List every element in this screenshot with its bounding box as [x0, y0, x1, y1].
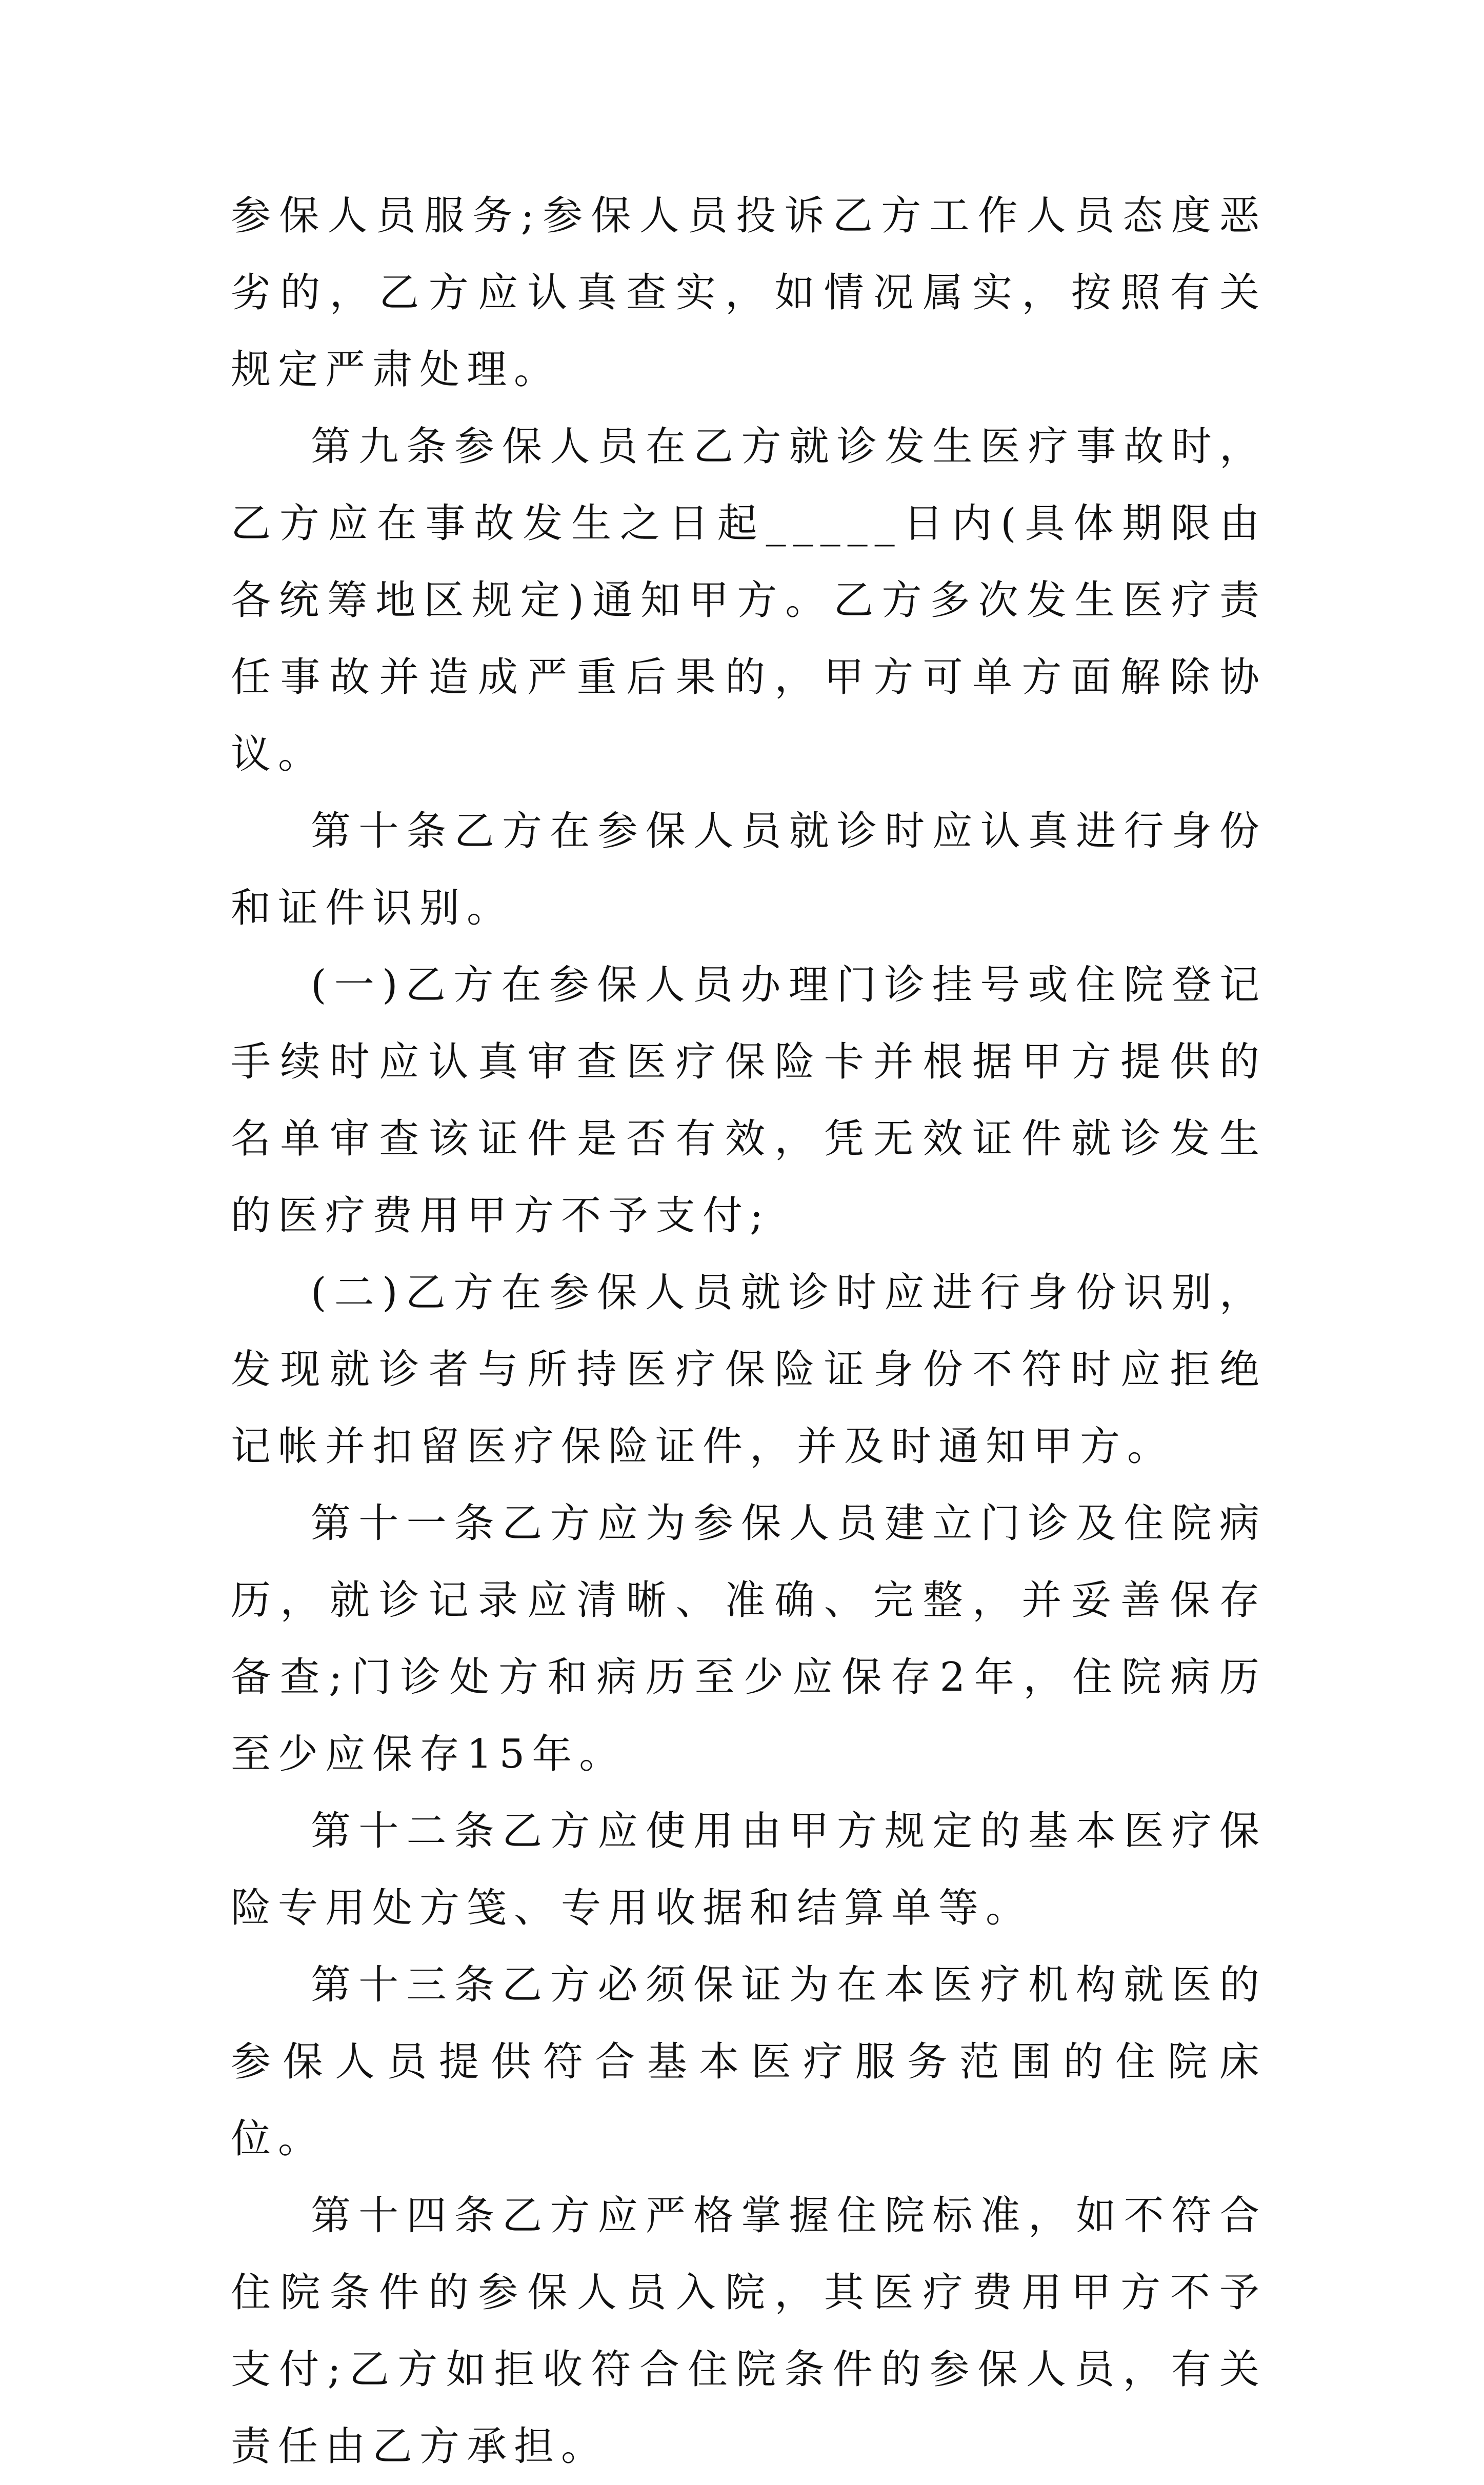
paragraph-article-10: 第十条乙方在参保人员就诊时应认真进行身份和证件识别。 [231, 808, 1267, 931]
paragraph-service-complaint: 参保人员服务;参保人员投诉乙方工作人员态度恶劣的，乙方应认真查实，如情况属实，按照有关规定严肃处理。 [231, 193, 1267, 393]
paragraph-article-10-item-2: (二)乙方在参保人员就诊时应进行身份识别，发现就诊者与所持医疗保险证身份不符时应拒绝记帐并扣留医疗保险证件，并及时通知甲方。 [231, 1270, 1267, 1470]
paragraph-article-14: 第十四条乙方应严格掌握住院标准，如不符合住院条件的参保人员入院，其医疗费用甲方不予支付;乙方如拒收符合住院条件的参保人员，有关责任由乙方承担。 [231, 2193, 1267, 2470]
paragraph-article-10-item-1: (一)乙方在参保人员办理门诊挂号或住院登记手续时应认真审查医疗保险卡并根据甲方提供的名单审查该证件是否有效，凭无效证件就诊发生的医疗费用甲方不予支付; [231, 962, 1267, 1239]
paragraph-article-11: 第十一条乙方应为参保人员建立门诊及住院病历，就诊记录应清晰、准确、完整，并妥善保存备查;门诊处方和病历至少应保存2年，住院病历至少应保存15年。 [231, 1500, 1267, 1777]
paragraph-article-9: 第九条参保人员在乙方就诊发生医疗事故时，乙方应在事故发生之日起_____日内(具体期限由各统筹地区规定)通知甲方。乙方多次发生医疗责任事故并造成严重后果的，甲方可单方面解除协议。 [231, 424, 1267, 777]
paragraph-article-12: 第十二条乙方应使用由甲方规定的基本医疗保险专用处方笺、专用收据和结算单等。 [231, 1808, 1267, 1931]
paragraph-article-13: 第十三条乙方必须保证为在本医疗机构就医的参保人员提供符合基本医疗服务范围的住院床位。 [231, 1962, 1267, 2162]
document-body [231, 177, 1267, 2485]
